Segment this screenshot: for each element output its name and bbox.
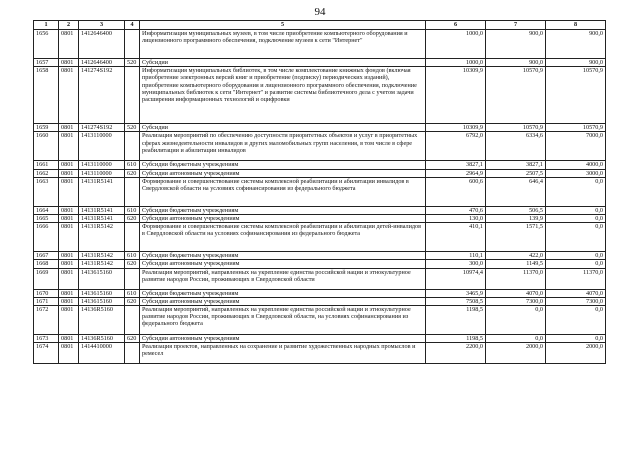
row-number: 1668 xyxy=(34,260,59,268)
item-name: Реализация мероприятий, направленных на укрепление единства российской нации и этнокультурное развитие народов России, проживающих в Свердловской области, на условиях софинансирования из федерального бюджета xyxy=(140,306,426,335)
item-name: Субсидии бюджетным учреждениям xyxy=(140,161,426,169)
amount-year-2: 139,9 xyxy=(486,215,546,223)
row-number: 1661 xyxy=(34,161,59,169)
expense-type-code xyxy=(125,177,140,206)
expense-type-code: 620 xyxy=(125,169,140,177)
item-name: Субсидии автономным учреждениям xyxy=(140,260,426,268)
table-row xyxy=(34,223,606,252)
row-number: 1672 xyxy=(34,306,59,335)
item-name: Реализация мероприятий, направленных на укрепление единства российской нации и этнокультурное развитие народов России, проживающих в Свердловской области xyxy=(140,268,426,289)
amount-year-1: 6792,0 xyxy=(426,132,486,161)
item-name: Субсидии бюджетным учреждениям xyxy=(140,289,426,297)
table-row xyxy=(34,215,606,223)
table-row xyxy=(34,177,606,206)
expense-type-code xyxy=(125,132,140,161)
amount-year-2: 422,0 xyxy=(486,252,546,260)
amount-year-1: 10974,4 xyxy=(426,268,486,289)
item-name: Реализация мероприятий по обеспечению доступности приоритетных объектов и услуг в приоритетных сферах жизнедеятельности инвалидов и других маломобильных групп населения, в том числе в сфере реабилитации и абилитации инвалидов xyxy=(140,132,426,161)
amount-year-1: 3827,1 xyxy=(426,161,486,169)
amount-year-3: 0,0 xyxy=(546,223,606,252)
section-code: 0801 xyxy=(59,161,79,169)
amount-year-2: 7300,0 xyxy=(486,297,546,305)
row-number: 1666 xyxy=(34,223,59,252)
target-article-code: 141274S192 xyxy=(79,124,125,132)
item-name: Субсидии автономным учреждениям xyxy=(140,215,426,223)
target-article-code: 1414410000 xyxy=(79,343,125,364)
table-row xyxy=(34,206,606,214)
expense-type-code: 620 xyxy=(125,260,140,268)
expense-type-code xyxy=(125,343,140,364)
target-article-code: 1413110000 xyxy=(79,169,125,177)
table-row xyxy=(34,268,606,289)
section-code: 0801 xyxy=(59,268,79,289)
table-row xyxy=(34,335,606,343)
section-code: 0801 xyxy=(59,289,79,297)
column-header: 5 xyxy=(140,21,426,30)
amount-year-3: 11370,0 xyxy=(546,268,606,289)
item-name: Субсидии бюджетным учреждениям xyxy=(140,206,426,214)
amount-year-1: 2964,9 xyxy=(426,169,486,177)
item-name: Субсидии автономным учреждениям xyxy=(140,297,426,305)
amount-year-2: 6334,6 xyxy=(486,132,546,161)
amount-year-2: 3827,1 xyxy=(486,161,546,169)
amount-year-1: 10309,9 xyxy=(426,124,486,132)
item-name: Формирование и совершенствование системы комплексной реабилитации и абилитации инвалидов в Свердловской области на условиях софинансирования из федерального бюджета xyxy=(140,177,426,206)
section-code: 0801 xyxy=(59,260,79,268)
row-number: 1659 xyxy=(34,124,59,132)
amount-year-3: 0,0 xyxy=(546,215,606,223)
amount-year-2: 1149,5 xyxy=(486,260,546,268)
target-article-code: 14131R5141 xyxy=(79,177,125,206)
amount-year-3: 0,0 xyxy=(546,252,606,260)
target-article-code: 14136R5160 xyxy=(79,306,125,335)
amount-year-1: 130,0 xyxy=(426,215,486,223)
section-code: 0801 xyxy=(59,343,79,364)
column-header: 1 xyxy=(34,21,59,30)
expense-type-code: 610 xyxy=(125,252,140,260)
header-row xyxy=(34,21,606,30)
section-code: 0801 xyxy=(59,306,79,335)
item-name: Информатизация муниципальных библиотек, в том числе комплектование книжных фондов (включая приобретение электронных версий книг и приобретение (подписку) периодических изданий), приобретение компьютерного оборудования и лицензионного программного обеспечения, подключение муниципальных библиотек к сети "Интернет" и развитие системы библиотечного дела с учетом задачи расширения информационных технологий и оцифровки xyxy=(140,67,426,124)
amount-year-3: 4070,0 xyxy=(546,289,606,297)
section-code: 0801 xyxy=(59,67,79,124)
column-header: 8 xyxy=(546,21,606,30)
row-number: 1662 xyxy=(34,169,59,177)
item-name: Формирование и совершенствование системы комплексной реабилитации и абилитации детей-инвалидов в Свердловской области на условиях софинансирования из федерального бюджета xyxy=(140,223,426,252)
item-name: Субсидии xyxy=(140,124,426,132)
section-code: 0801 xyxy=(59,169,79,177)
amount-year-2: 900,0 xyxy=(486,30,546,59)
target-article-code: 14131R5142 xyxy=(79,252,125,260)
expense-type-code xyxy=(125,223,140,252)
amount-year-3: 900,0 xyxy=(546,30,606,59)
item-name: Реализация проектов, направленных на сохранение и развитие художественных народных промыслов и ремесел xyxy=(140,343,426,364)
table-row xyxy=(34,30,606,59)
table-row xyxy=(34,161,606,169)
amount-year-1: 10309,9 xyxy=(426,67,486,124)
amount-year-3: 7000,0 xyxy=(546,132,606,161)
expense-type-code xyxy=(125,268,140,289)
row-number: 1667 xyxy=(34,252,59,260)
amount-year-2: 10570,9 xyxy=(486,67,546,124)
expense-type-code: 610 xyxy=(125,206,140,214)
table-row xyxy=(34,67,606,124)
amount-year-1: 7508,5 xyxy=(426,297,486,305)
column-header: 3 xyxy=(79,21,125,30)
item-name: Субсидии автономным учреждениям xyxy=(140,169,426,177)
table-row xyxy=(34,289,606,297)
amount-year-3: 0,0 xyxy=(546,306,606,335)
table-row xyxy=(34,260,606,268)
amount-year-2: 900,0 xyxy=(486,59,546,67)
amount-year-1: 2200,0 xyxy=(426,343,486,364)
target-article-code: 1413615160 xyxy=(79,268,125,289)
target-article-code: 14136R5160 xyxy=(79,335,125,343)
amount-year-2: 0,0 xyxy=(486,335,546,343)
amount-year-1: 1000,0 xyxy=(426,59,486,67)
amount-year-2: 646,4 xyxy=(486,177,546,206)
amount-year-2: 11370,0 xyxy=(486,268,546,289)
expense-type-code: 610 xyxy=(125,161,140,169)
amount-year-3: 4000,0 xyxy=(546,161,606,169)
amount-year-1: 1000,0 xyxy=(426,30,486,59)
row-number: 1658 xyxy=(34,67,59,124)
amount-year-3: 0,0 xyxy=(546,206,606,214)
table-row xyxy=(34,297,606,305)
amount-year-2: 10570,9 xyxy=(486,124,546,132)
table-row xyxy=(34,169,606,177)
row-number: 1665 xyxy=(34,215,59,223)
target-article-code: 141274S192 xyxy=(79,67,125,124)
target-article-code: 1412646400 xyxy=(79,30,125,59)
item-name: Субсидии бюджетным учреждениям xyxy=(140,252,426,260)
item-name: Субсидии xyxy=(140,59,426,67)
row-number: 1664 xyxy=(34,206,59,214)
amount-year-3: 7300,0 xyxy=(546,297,606,305)
expense-type-code xyxy=(125,30,140,59)
table-row xyxy=(34,124,606,132)
expense-type-code xyxy=(125,306,140,335)
amount-year-3: 2000,0 xyxy=(546,343,606,364)
amount-year-3: 0,0 xyxy=(546,335,606,343)
section-code: 0801 xyxy=(59,30,79,59)
table-row xyxy=(34,59,606,67)
table-row xyxy=(34,306,606,335)
item-name: Информатизация муниципальных музеев, в том числе приобретение компьютерного оборудования и лицензионного программного обеспечения, подключение музеев к сети "Интернет" xyxy=(140,30,426,59)
row-number: 1674 xyxy=(34,343,59,364)
target-article-code: 14131R5141 xyxy=(79,215,125,223)
amount-year-2: 506,5 xyxy=(486,206,546,214)
target-article-code: 1413615160 xyxy=(79,289,125,297)
expense-type-code: 520 xyxy=(125,59,140,67)
section-code: 0801 xyxy=(59,59,79,67)
amount-year-1: 300,0 xyxy=(426,260,486,268)
amount-year-1: 3465,9 xyxy=(426,289,486,297)
row-number: 1660 xyxy=(34,132,59,161)
row-number: 1669 xyxy=(34,268,59,289)
amount-year-3: 0,0 xyxy=(546,177,606,206)
expense-type-code xyxy=(125,67,140,124)
column-header: 4 xyxy=(125,21,140,30)
table-row xyxy=(34,132,606,161)
amount-year-2: 2507,5 xyxy=(486,169,546,177)
amount-year-3: 3000,0 xyxy=(546,169,606,177)
row-number: 1673 xyxy=(34,335,59,343)
target-article-code: 1413110000 xyxy=(79,161,125,169)
amount-year-1: 470,6 xyxy=(426,206,486,214)
section-code: 0801 xyxy=(59,223,79,252)
column-header: 7 xyxy=(486,21,546,30)
section-code: 0801 xyxy=(59,132,79,161)
target-article-code: 1413615160 xyxy=(79,297,125,305)
target-article-code: 14131R5141 xyxy=(79,206,125,214)
table-row xyxy=(34,343,606,364)
target-article-code: 14131R5142 xyxy=(79,260,125,268)
target-article-code: 14131R5142 xyxy=(79,223,125,252)
page-number: 94 xyxy=(314,6,326,18)
amount-year-1: 110,1 xyxy=(426,252,486,260)
expense-type-code: 610 xyxy=(125,289,140,297)
budget-table xyxy=(33,20,606,364)
amount-year-2: 1571,5 xyxy=(486,223,546,252)
row-number: 1657 xyxy=(34,59,59,67)
target-article-code: 1412646400 xyxy=(79,59,125,67)
amount-year-1: 1198,5 xyxy=(426,306,486,335)
amount-year-2: 2000,0 xyxy=(486,343,546,364)
section-code: 0801 xyxy=(59,215,79,223)
section-code: 0801 xyxy=(59,124,79,132)
amount-year-3: 10570,9 xyxy=(546,67,606,124)
expense-type-code: 620 xyxy=(125,297,140,305)
section-code: 0801 xyxy=(59,252,79,260)
amount-year-3: 0,0 xyxy=(546,260,606,268)
section-code: 0801 xyxy=(59,335,79,343)
section-code: 0801 xyxy=(59,177,79,206)
expense-type-code: 620 xyxy=(125,335,140,343)
row-number: 1663 xyxy=(34,177,59,206)
column-header: 6 xyxy=(426,21,486,30)
amount-year-2: 0,0 xyxy=(486,306,546,335)
amount-year-3: 10570,9 xyxy=(546,124,606,132)
amount-year-1: 600,6 xyxy=(426,177,486,206)
column-header: 2 xyxy=(59,21,79,30)
row-number: 1671 xyxy=(34,297,59,305)
amount-year-1: 1198,5 xyxy=(426,335,486,343)
table-row xyxy=(34,252,606,260)
amount-year-3: 900,0 xyxy=(546,59,606,67)
row-number: 1670 xyxy=(34,289,59,297)
section-code: 0801 xyxy=(59,297,79,305)
expense-type-code: 620 xyxy=(125,215,140,223)
amount-year-1: 410,1 xyxy=(426,223,486,252)
section-code: 0801 xyxy=(59,206,79,214)
table-body xyxy=(34,30,606,364)
row-number: 1656 xyxy=(34,30,59,59)
amount-year-2: 4070,0 xyxy=(486,289,546,297)
target-article-code: 1413110000 xyxy=(79,132,125,161)
expense-type-code: 520 xyxy=(125,124,140,132)
item-name: Субсидии автономным учреждениям xyxy=(140,335,426,343)
